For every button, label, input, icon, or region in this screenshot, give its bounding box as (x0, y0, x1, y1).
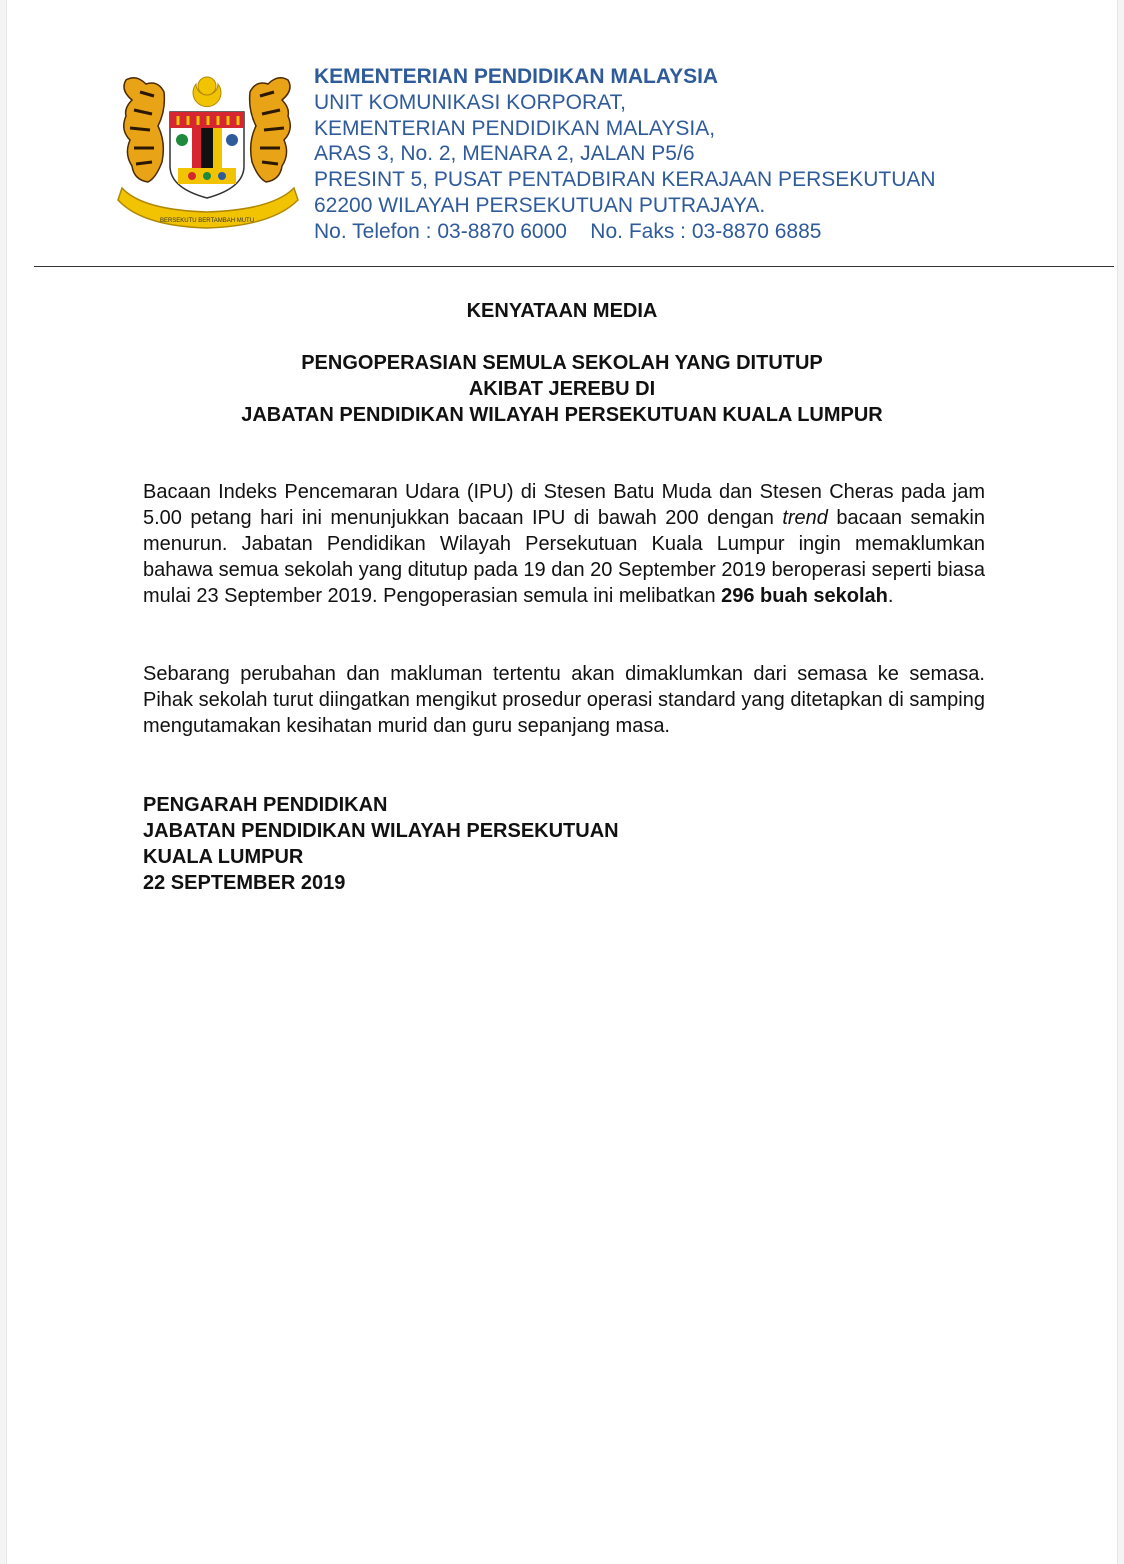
paragraph-italic-term: trend (782, 507, 828, 529)
signature-date: 22 SEPTEMBER 2019 (143, 872, 346, 894)
address-line: 62200 WILAYAH PERSEKUTUAN PUTRAJAYA. (314, 193, 766, 217)
title-line: AKIBAT JEREBU DI (468, 378, 656, 400)
letterhead-divider (34, 266, 1114, 267)
paragraph-text: . (887, 585, 894, 607)
page-edge-left (0, 0, 7, 1564)
title-line: PENGOPERASIAN SEMULA SEKOLAH YANG DITUTUP (301, 352, 823, 374)
paragraph-text: Bacaan Indeks Pencemaran Udara (IPU) di Stesen Batu Muda dan Stesen Cheras pada jam 5.00 petang hari ini menunjukkan bacaan IPU di bawah 200 dengan (143, 481, 985, 529)
title-line: JABATAN PENDIDIKAN WILAYAH PERSEKUTUAN KUALA LUMPUR (241, 404, 883, 426)
signature-block (143, 792, 619, 896)
signature-line: PENGARAH PENDIDIKAN (143, 794, 388, 816)
organization-name: KEMENTERIAN PENDIDIKAN MALAYSIA (314, 65, 719, 88)
signature-line: JABATAN PENDIDIKAN WILAYAH PERSEKUTUAN (143, 820, 619, 842)
document-type-heading: KENYATAAN MEDIA (466, 300, 658, 322)
document-title (0, 350, 1124, 428)
contact-line: No. Telefon : 03-8870 6000 No. Faks : 03-8870 6885 (314, 219, 822, 243)
address-line: UNIT KOMUNIKASI KORPORAT, (314, 90, 626, 114)
signature-line: KUALA LUMPUR (143, 846, 304, 868)
address-line: ARAS 3, No. 2, MENARA 2, JALAN P5/6 (314, 142, 695, 166)
page-edge-right (1117, 0, 1124, 1564)
body-paragraph-2: Sebarang perubahan dan makluman tertentu akan dimaklumkan dari semasa ke semasa. Pihak sekolah turut diingatkan mengikut prosedur operasi standard yang ditetapkan di samping mengutamakan kesihatan murid dan guru sepanjang masa. (143, 663, 985, 737)
paragraph-text: bacaan semakin menurun. Jabatan Pendidikan Wilayah Persekutuan Kuala Lumpur ingin memaklumkan bahawa semua sekolah yang ditutup pada 19 dan 20 September 2019 beroperasi seperti biasa mulai 23 September 2019. Pengoperasian semula ini melibatkan (143, 507, 985, 607)
letterhead (314, 64, 1034, 245)
coat-of-arms-logo (112, 70, 302, 230)
body-paragraph-1 (143, 479, 985, 609)
school-count-highlight: 296 buah sekolah (721, 585, 888, 607)
address-line: PRESINT 5, PUSAT PENTADBIRAN KERAJAAN PERSEKUTUAN (314, 168, 936, 192)
address-line: KEMENTERIAN PENDIDIKAN MALAYSIA, (314, 116, 716, 140)
svg-text:BERSEKUTU BERTAMBAH MUTU: BERSEKUTU BERTAMBAH MUTU (159, 218, 255, 224)
